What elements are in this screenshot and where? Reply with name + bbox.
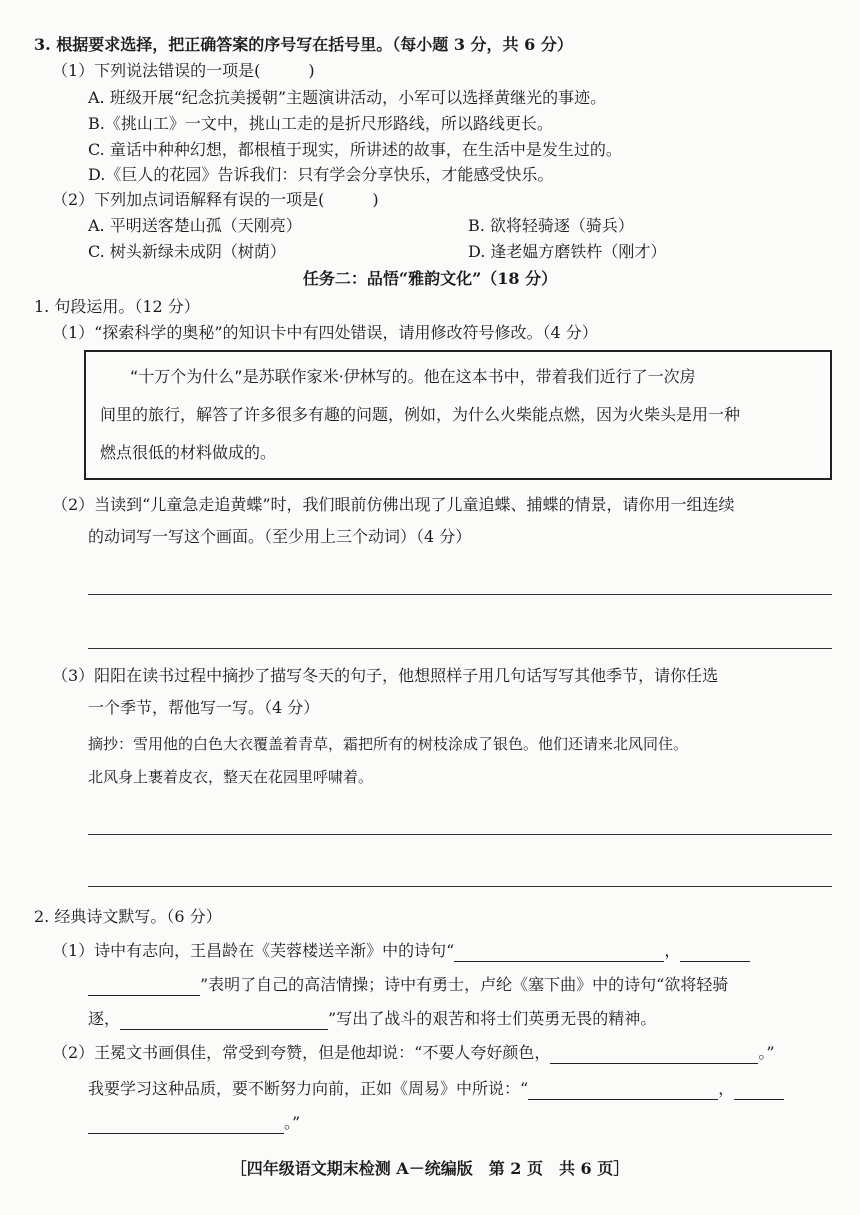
q2-1-text-a: （1）诗中有志向，王昌龄在《芙蓉楼送辛渐》中的诗句“ bbox=[52, 941, 455, 960]
q2-2-line1 bbox=[52, 1042, 775, 1064]
q1-option-a: A. 班级开展“纪念抗美援朝”主题演讲活动，小军可以选择黄继光的事迹。 bbox=[88, 88, 607, 107]
period-close: 。” bbox=[284, 1113, 301, 1132]
q2-option-b: B. 欲将轻骑逐（骑兵） bbox=[468, 216, 634, 235]
q2-1-line2 bbox=[88, 974, 728, 996]
q2-option-a: A. 平明送客楚山孤（天刚亮） bbox=[88, 216, 302, 235]
card-line-1: “十万个为什么”是苏联作家米·伊林写的。他在这本书中，带着我们近行了一次房 bbox=[130, 367, 696, 386]
q2-1-text-d: ”写出了战斗的艰苦和将士们英勇无畏的精神。 bbox=[328, 1009, 657, 1028]
fill-blank[interactable] bbox=[734, 1081, 784, 1100]
task2-heading: 任务二：品悟“雅韵文化”（18 分） bbox=[302, 269, 558, 288]
q2-title: 2. 经典诗文默写。（6 分） bbox=[34, 907, 222, 926]
q2-2-line3 bbox=[88, 1112, 300, 1134]
answer-line[interactable] bbox=[88, 594, 832, 595]
q1-option-b: B.《挑山工》一文中，挑山工走的是折尺形路线，所以路线更长。 bbox=[88, 114, 553, 133]
q1-2-stem-line1: （2）当读到“儿童急走追黄蝶”时，我们眼前仿佛出现了儿童追蝶、捕蝶的情景，请你用一组连续 bbox=[52, 495, 735, 514]
q2-1-text-c: 逐， bbox=[88, 1009, 121, 1028]
q1-2-stem-line2: 的动词写一写这个画面。（至少用上三个动词）（4 分） bbox=[88, 527, 472, 546]
fill-blank[interactable] bbox=[680, 943, 750, 962]
q1-stem: （1）下列说法错误的一项是( ) bbox=[52, 61, 315, 80]
fill-blank[interactable] bbox=[88, 1115, 284, 1134]
period-close: 。” bbox=[758, 1043, 775, 1062]
page-footer: ［四年级语文期末检测 A－统编版 第 2 页 共 6 页］ bbox=[230, 1159, 630, 1178]
fill-blank[interactable] bbox=[454, 943, 664, 962]
comma: ， bbox=[718, 1079, 735, 1098]
q2-option-c: C. 树头新绿未成阴（树荫） bbox=[88, 242, 286, 261]
card-line-3: 燃点很低的材料做成的。 bbox=[100, 443, 277, 462]
q2-2-text-a: （2）王冕文书画俱佳，常受到夸赞，但是他却说：“不要人夸好颜色， bbox=[52, 1043, 551, 1062]
answer-line[interactable] bbox=[88, 834, 832, 835]
q2-stem: （2）下列加点词语解释有误的一项是( ) bbox=[52, 190, 379, 209]
q2-option-d: D. 逢老媪方磨铁杵（刚才） bbox=[468, 242, 667, 261]
section3-title: 3. 根据要求选择，把正确答案的序号写在括号里。（每小题 3 分，共 6 分） bbox=[34, 35, 573, 54]
excerpt-line2: 北风身上裹着皮衣，整天在花园里呼啸着。 bbox=[88, 768, 374, 786]
fill-blank[interactable] bbox=[120, 1011, 328, 1030]
excerpt-line1: 摘抄：雪用他的白色大衣覆盖着青草，霜把所有的树枝涂成了银色。他们还请来北风同住。 bbox=[88, 735, 689, 753]
q2-1-text-b: ”表明了自己的高洁情操；诗中有勇士，卢纶《塞下曲》中的诗句“欲将轻骑 bbox=[200, 975, 729, 994]
q2-2-line2 bbox=[88, 1078, 784, 1100]
q1-option-c: C. 童话中种种幻想，都根植于现实，所讲述的故事，在生活中是发生过的。 bbox=[88, 140, 622, 159]
q1-option-d: D.《巨人的花园》告诉我们：只有学会分享快乐，才能感受快乐。 bbox=[88, 165, 554, 184]
knowledge-card bbox=[84, 350, 832, 480]
comma: ， bbox=[664, 941, 681, 960]
fill-blank[interactable] bbox=[88, 977, 200, 996]
fill-blank[interactable] bbox=[550, 1045, 758, 1064]
q1-3-stem-line1: （3）阳阳在读书过程中摘抄了描写冬天的句子，他想照样子用几句话写写其他季节，请你任选 bbox=[52, 666, 719, 685]
fill-blank[interactable] bbox=[528, 1081, 718, 1100]
q1-title: 1. 句段运用。（12 分） bbox=[34, 297, 200, 316]
q1-1-stem: （1）“探索科学的奥秘”的知识卡中有四处错误，请用修改符号修改。（4 分） bbox=[52, 323, 598, 342]
q1-3-stem-line2: 一个季节，帮他写一写。（4 分） bbox=[88, 698, 320, 717]
answer-line[interactable] bbox=[88, 648, 832, 649]
q2-1-line1 bbox=[52, 940, 750, 962]
card-line-2: 间里的旅行，解答了许多很多有趣的问题，例如，为什么火柴能点燃，因为火柴头是用一种 bbox=[100, 405, 741, 424]
q2-1-line3 bbox=[88, 1008, 656, 1030]
answer-line[interactable] bbox=[88, 886, 832, 887]
q2-2-text-b: 我要学习这种品质，要不断努力向前，正如《周易》中所说：“ bbox=[88, 1079, 529, 1098]
